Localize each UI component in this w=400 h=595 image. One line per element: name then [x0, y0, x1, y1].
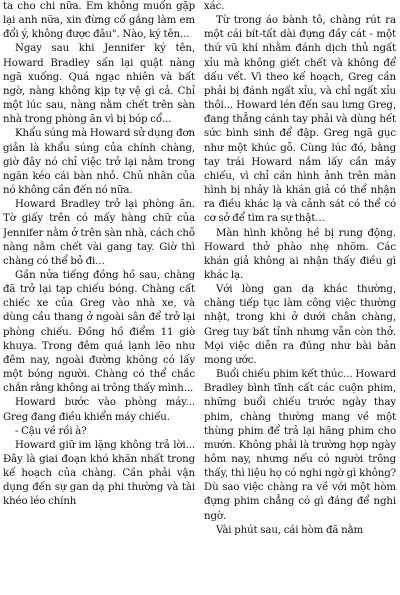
paragraph: Howard bước vào phòng máy... Greg đang điều khiển máy chiếu.	[3, 397, 195, 423]
paragraph: Buổi chiếu phim kết thúc... Howard Bradley bình tĩnh cất các cuộn phim, những buổi chiếu trước ngày thay phim, chàng thường mang về một thùng phim để trả lại hãng phim cho mướn. Không phải là trường hợp ngày hôm nay, nhưng nếu có người trông thấy, thì liệu họ có nghi ngờ gì không? Dù sao việc chàng ra về với một hòm đựng phim chẳng có gì đáng để nghi ngờ.	[204, 369, 396, 522]
text-column-left	[3, 0, 195, 595]
paragraph: Khẩu súng mà Howard sử dụng đơn giản là khẩu súng của chính chàng, giờ đây nó chỉ việc trở lại nằm trong ngăn kéo cái bàn nhỏ. Chủ nhân của nó không cần đến nó nữa.	[3, 128, 195, 197]
paragraph: Từ trong áo bành tô, chàng rút ra một cái bít-tất dài đựng đầy cát - một thứ vũ khí nhằm đánh dịch thủ ngất xỉu mà không giết chết và không để dấu vết. Vì theo kế hoạch, Greg cần phải bị đánh ngất xỉu, và chỉ ngất xỉu thôi... Howard lén đến sau lưng Greg, đang thẳng cánh tay phải và dùng hết sức bình sinh để đập. Greg ngã gục như một khúc gỗ. Cùng lúc đó, bằng tay trái Howard nắm lấy cần máy chiếu, vì chỉ cần hình ảnh trên màn hình bị nhảy là khán giả có thể nhận ra điều khác lạ và cảnh sát có thể có cơ sở để tìm ra sự thật...	[204, 15, 396, 225]
text-column-right	[204, 0, 396, 595]
dialogue-line: - Cậu về rồi à?	[15, 425, 87, 437]
paragraph: Howard giữ im lặng không trả lời... Đây là giai đoạn khó khăn nhất trong kế hoạch của chàng. Cần phải vận dụng đến sự gan dạ phi thường và tài khéo léo chính	[3, 439, 195, 508]
paragraph: Màn hình không hề bị rung động. Howard thở phào nhẹ nhõm. Các khán giả không ai nhận thấy điều gì khác lạ.	[204, 227, 396, 281]
paragraph: xác.	[204, 1, 225, 12]
paragraph: Ngay sau khi Jennifer ký tên, Howard Bradley sấn lại quật nàng ngã xuống. Quá ngạc nhiên và bất ngờ, nàng không kịp tự vệ gì cả. Chỉ một lúc sau, nàng nằm chết trên sàn nhà trong phòng ăn vì bị bóp cổ...	[3, 43, 195, 126]
paragraph: Howard Bradley trở lại phòng ăn. Tờ giấy trên có mấy hàng chữ của Jennifer nằm ở trên sàn nhà, cách chỗ nàng nằm chết vài gang tay. Giờ thì chàng có thể bỏ đi...	[3, 199, 195, 267]
paragraph: Với lòng gan dạ khác thường, chàng tiếp tục làm công việc thường nhật, trong khi ở dưới chân chàng, Greg tuy bất tỉnh nhưng vẫn còn thở. Mọi việc diễn ra đúng như bài bản mong ước.	[204, 284, 396, 366]
paragraph: Gần nửa tiếng đồng hồ sau, chàng đã trở lại tạp chiếu bóng. Chàng cất chiếc xe của Greg vào nhà xe, và dùng cầu thang ở ngoài sân để trở lại phòng chiếu. Đồng hồ điểm 11 giờ khuya. Trong đêm quá lạnh lẽo như đêm nay, ngoài đường không có lấy một bóng người. Chàng có thể chắc chắn rằng không ai trông thấy mình...	[3, 269, 195, 395]
paragraph: ta cho chi nữa. Em không muốn gặp lại anh nữa, xin đừng cố gắng làm em đổi ý, không được đâu". Nào, ký tên...	[3, 1, 195, 41]
paragraph: Vài phút sau, cái hòm đã nằm	[216, 524, 364, 536]
